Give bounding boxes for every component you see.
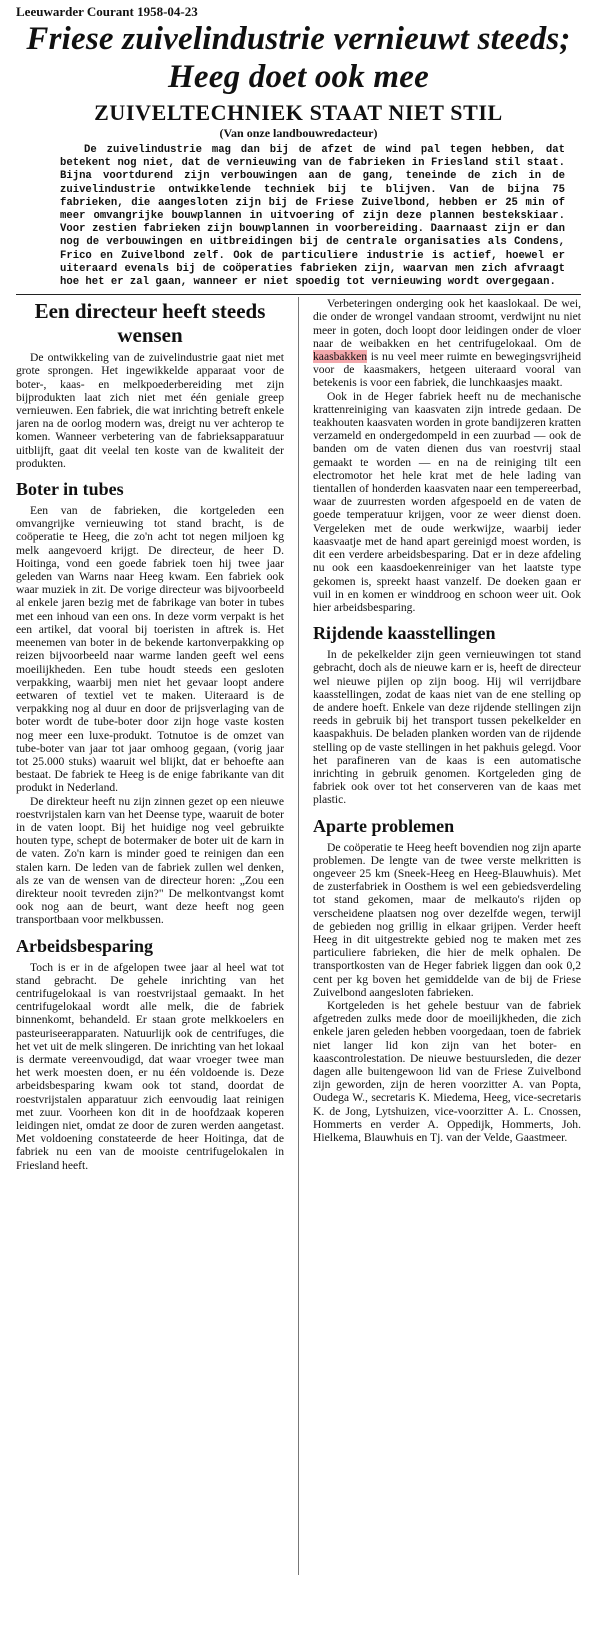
subheadline: ZUIVELTECHNIEK STAAT NIET STIL bbox=[94, 100, 503, 125]
paragraph: Ook in de Heger fabriek heeft nu de mechanische krattenreiniging van kaasvaten zijn intrede gedaan. De teakhouten kaasvaten worden in grote bandijzeren kratten verzameld en ondergedompeld in een zuurbad — ook de banden om de vaten dienen dus van roestvrij staal gemaakt te worden — en na de reiniging tilt een electromotor het hele krat met de hele lading van tientallen of honderden kaasvaten naar een tempereerbad, waar de zuurresten worden afgespoeld en de vaten de goede temperatuur krijgen, voor ze weer dienst doen. Vergeleken met de oude werkwijze, waarbij ieder kaasvaatje met de hand apart gereinigd moest worden, is dit een verdere arbeidsbesparing. Dat er in deze afdeling nu ook een kaasdoekenreiniger van het laatste type gekomen is, spreekt haast vanzelf. De doeken gaan er vuil in en komen er winddroog en schoon weer uit. Ook hier arbeidsbesparing. bbox=[313, 389, 581, 614]
section-heading: Aparte problemen bbox=[313, 815, 455, 836]
section-heading: Boter in tubes bbox=[16, 479, 124, 500]
paragraph: In de pekelkelder zijn geen vernieuwingen tot stand gebracht, doch als de nieuwe karn er is, heeft de directeur wel nieuwe pijlen op zijn boog. Hij wil verrijdbare kaasstellingen, zodat de kaas niet van de ene stelling op de andere hoeft. Enkele van deze rijdende stellingen zijn reeds in gebruik bij het transport tussen pekelkelder en kaaspakhuis. De beladen planken worden van de rijdende stelling op de vaste stellingen in het pakhuis gelegd. Voor het parafineren van de kaas is een automatische inrichting in gebruik genomen. Kortgeleden ging de fabriek ook over tot het conserveren van de kaas met plastic. bbox=[313, 648, 581, 807]
text-run: Verbeteringen onderging ook het kaaslokaal. De wei, die onder de wrongel vandaan stroomt, verdwijnt nu niet meer in goten, doch loopt door leidingen onder de vloer naar de weibakken en het centrifugelokaal. Om de bbox=[313, 297, 581, 350]
paragraph: De coöperatie te Heeg heeft bovendien nog zijn aparte problemen. De lengte van de twee verste melkritten is ongeveer 25 km (Sneek-Heeg en Heeg-Blauwhuis). Met de zusterfabriek in Oosthem is wel een gebiedsverdeling tot stand gekomen, maar de melkauto's rijden op verscheidene plaatsen nog over dezelfde wegen, terwijl de gebieden nog grillig in elkaar grijpen. Verder heeft Heeg in dit uitgestrekte gebied nog te maken met zes particuliere fabrieken, die hier de melk ophalen. De transportkosten van de Heger fabriek liggen dan ook 0,2 cent per kg boven het gemiddelde van de bij de Friese Zuivelbond aangesloten fabrieken. bbox=[313, 840, 581, 999]
lead-paragraph: De zuivelindustrie mag dan bij de afzet de wind pal tegen hebben, dat betekent nog niet, dat de vernieuwing van de fabrieken in Friesland stil staat. Bijna voortdurend zijn verbouwingen aan de gang, teneinde de zich in de zuivelindustrie ontwikkelende techniek bij te blijven. Van de bijna 75 fabrieken, die aangesloten zijn bij de Friese Zuivelbond, hebben er 25 min of meer omvangrijke bouwplannen in uitvoering of zijn deze plannen bestekskiaar. Voor zestien fabrieken zijn bouwplannen in voorbereiding. Daarnaast zijn er dan nog de verbouwingen en uitbreidingen bij de centrale organisaties als Condens, Frico en Zuivelbond zelf. Ook de particuliere industrie is actief, hoewel er uiteraard evenals bij de coöperaties fabrieken zijn, waarvan men zich afvraagt hoe het er zal gaan, wanneer er niet spoedig tot vernieuwing wordt overgegaan. bbox=[60, 144, 565, 289]
paragraph: Kortgeleden is het gehele bestuur van de fabriek afgetreden zulks mede door de moeilijkheden, die zich enkele jaren geleden hebben voorgedaan, toen de fabriek niet langer lid kon zijn van het boter- en kaascontrolestation. De nieuwe bestuursleden, die dezer dagen alle buitengewoon lid van de Friese Zuivelbond zijn geworden, zijn de heren voorzitter A. van Popta, Oudega W., secretaris K. Miedema, Heeg, vice-secretaris K. de Jong, Lytshuizen, vice-voorzitter A. L. Cnossen, Hommerts en verder A. Oppedijk, Hommerts, Joh. Hielkema, Blauwhuis en Tj. van der Velde, Gaastmeer. bbox=[313, 998, 581, 1145]
section-heading: Arbeidsbesparing bbox=[16, 935, 154, 956]
paragraph: Een van de fabrieken, die kortgeleden een omvangrijke vernieuwing tot stand bracht, is de coöperatie te Heeg, die zo'n acht tot negen miljoen kg melk aangevoerd krijgt. De directeur, de heer D. Hoitinga, vond een goede fabriek toen hij twee jaar geleden van Warns naar Heeg kwam. Een fabriek ook waar muziek in zit. De vorige directeur was bijvoorbeeld al enkele jaren bezig met de fabrikage van boter in tubes met een inhoud van een ons. In deze vorm verpakt is het een artikel, dat vooral bij toeristen in aftrek is. Het meenemen van boter in de bekende kartonverpakking op reizen bijvoorbeeld naar warme landen geeft wel eens moeilijkheden. Een tube houdt steeds een gesloten verpakking, waarbij men niet het gevaar loopt andere eetwaren of textiel vet te maken. Uiteraard is de verpakking nog al duur en door de prijsverlaging van de boter wordt de tube-boter door zijn hoge vaste kosten nog meer een luxe-produkt. Totnutoe is de omzet van tube-boter van jaar tot jaar omhoog gegaan, (vorig jaar tot 25.000 stuks) waaruit wel blijkt, dat er behoefte aan bestaat. De fabriek te Heeg is de enige fabrikante van dit produkt in Nederland. bbox=[16, 504, 284, 795]
column-divider bbox=[298, 297, 299, 1575]
byline: (Van onze landbouwredacteur) bbox=[219, 126, 378, 140]
text-run: is nu veel meer ruimte en bewegingsvrijheid voor de kaasmakers, hetgeen uiteraard vooral van betekenis is voor een fabriek, die lunchkaasjes maakt. bbox=[313, 350, 581, 390]
section-heading: Een directeur heeft steeds wensen bbox=[34, 299, 266, 348]
left-column bbox=[16, 297, 284, 1575]
highlighted-word: kaasbakken bbox=[313, 350, 368, 364]
section-heading: Rijdende kaasstellingen bbox=[313, 623, 496, 644]
headline: Friese zuivelindustrie vernieuwt steeds; Heeg doet ook mee bbox=[26, 21, 571, 95]
right-column bbox=[313, 297, 581, 1575]
paragraph bbox=[313, 297, 581, 389]
paragraph: De direkteur heeft nu zijn zinnen gezet op een nieuwe roestvrijstalen karn van het Deense type, waaruit de boter in de vaten loopt. Bij het huidige nog veel gebruikte houten type, schept de botermaker de boter uit de karn in de vaten. Zo'n karn is minder goed te reinigen dan een stalen karn. De leden van de fabriek zullen wel denken, als ze van de wensen van de directeur horen: „Zou een direkteur nooit tevreden zijn?" De melkontvangst komt ook nog aan de beurt, want deze heeft nog geen transportbaan voor melkbussen. bbox=[16, 794, 284, 927]
source-caption: Leeuwarder Courant 1958-04-23 bbox=[16, 4, 198, 19]
paragraph: De ontwikkeling van de zuivelindustrie gaat niet met grote sprongen. Het ingewikkelde apparaat voor de boter-, kaas- en melkpoederbereiding met zijn bijprodukten laat zich niet met één geniale greep vernieuwen. Een fabriek, die wat inrichting betreft enkele jaren na de oorlog modern was, dreigt nu ver achterop te komen. Wanneer verbetering van de fabrieksapparatuur uitblijft, gaat dit veelal ten koste van de kwaliteit der produkten. bbox=[16, 351, 284, 470]
paragraph: Toch is er in de afgelopen twee jaar al heel wat tot stand gebracht. De gehele inrichting van het centrifugelokaal is van roestvrijstaal gemaakt. In het centrifugelokaal wordt alle melk, die de fabriek binnenkomt, behandeld. Er staan grote melkkoelers en pasteuriseerapparaten. Natuurlijk ook de centrifuges, die het vet uit de melk slingeren. De inrichting van het lokaal is dermate vereenvoudigd, dat waar vroeger twee man het werk moesten doen, er nu één voldoende is. Deze arbeidsbesparing kwam ook tot stand, doordat de roestvrijstalen apparatuur zich eenvoudig laat reinigen met zuur. Voorheen kon dit in de hoofdzaak koperen leidingen niet, omdat ze door de zuren werden aangetast. Met voldoening constateerde de heer Hoitinga, dat de fabriek nu een van de mooiste centrifugelokalen in Friesland heeft. bbox=[16, 960, 284, 1172]
article-columns bbox=[16, 295, 581, 1575]
